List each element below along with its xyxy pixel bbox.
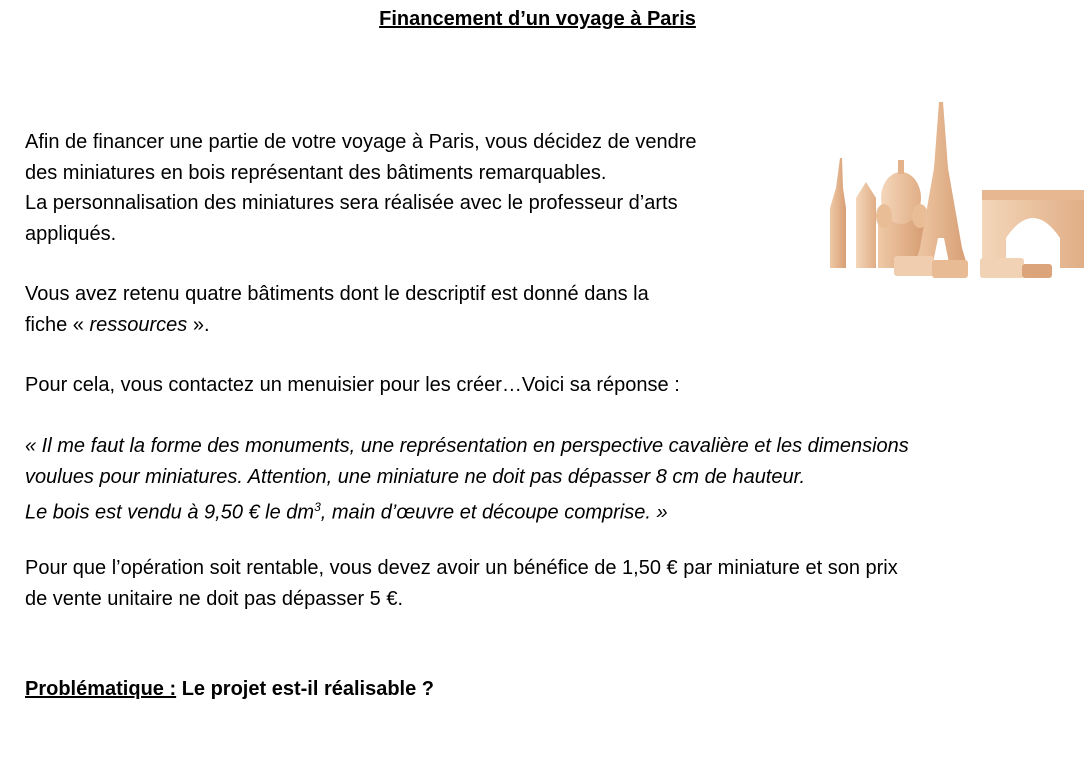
page-title: Financement d’un voyage à Paris bbox=[379, 8, 696, 30]
problem-label: Problématique : bbox=[25, 678, 177, 700]
quote-line: voulues pour miniatures. Attention, une miniature ne doit pas dépasser 8 cm de hauteur. bbox=[25, 465, 806, 488]
intro-line: La personnalisation des miniatures sera réalisée avec le professeur d’arts bbox=[25, 192, 678, 214]
buildings-paragraph bbox=[25, 279, 649, 340]
cubic-exponent: 3 bbox=[314, 500, 321, 514]
problem-line bbox=[25, 674, 434, 705]
buildings-suffix: ». bbox=[187, 313, 210, 336]
profit-line: de vente unitaire ne doit pas dépasser 5 €. bbox=[25, 587, 404, 610]
buildings-line: Vous avez retenu quatre bâtiments dont le descriptif est donné dans la bbox=[25, 283, 649, 305]
quote-end: , main d’œuvre et découpe comprise. » bbox=[320, 501, 668, 524]
buildings-prefix: fiche « bbox=[25, 313, 90, 336]
problem-statement bbox=[25, 674, 434, 705]
intro-line: Afin de financer une partie de votre voyage à Paris, vous décidez de vendre bbox=[25, 131, 697, 153]
quote-line: « Il me faut la forme des monuments, une représentation en perspective cavalière et les dimensions bbox=[25, 435, 909, 457]
buildings-line bbox=[25, 310, 649, 341]
ressources-term: ressources bbox=[89, 313, 188, 336]
contact-line: Pour cela, vous contactez un menuisier pour les créer…Voici sa réponse : bbox=[25, 374, 680, 396]
profit-paragraph bbox=[25, 553, 898, 614]
carpenter-quote bbox=[25, 431, 909, 528]
intro-line: des miniatures en bois représentant des bâtiments remarquables. bbox=[25, 161, 607, 184]
quote-price: Le bois est vendu à 9,50 € le dm bbox=[25, 501, 315, 524]
contact-paragraph bbox=[25, 370, 680, 401]
wooden-miniatures-image bbox=[822, 98, 1089, 288]
quote-line bbox=[25, 492, 909, 528]
intro-paragraph bbox=[25, 127, 697, 249]
problem-question: Le projet est-il réalisable ? bbox=[176, 678, 435, 700]
intro-line: appliqués. bbox=[25, 222, 117, 245]
profit-line: Pour que l’opération soit rentable, vous devez avoir un bénéfice de 1,50 € par miniature et son prix bbox=[25, 557, 898, 579]
